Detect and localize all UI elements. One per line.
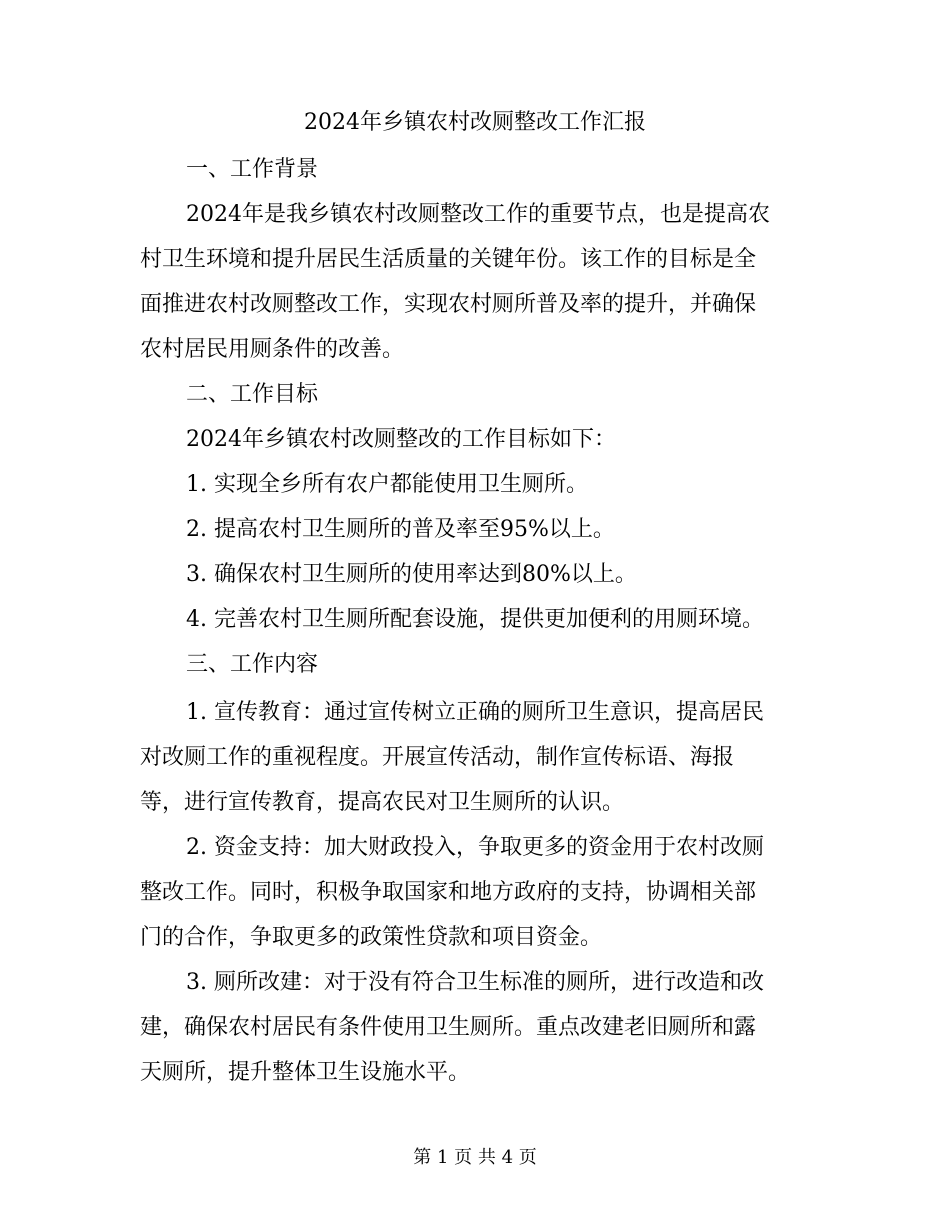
paragraph-line: 村卫生环境和提升居民生活质量的关键年份。该工作的目标是全 <box>140 247 757 272</box>
paragraph-line: 对改厕工作的重视程度。开展宣传活动，制作宣传标语、海报 <box>140 745 735 770</box>
list-item: 2. 提高农村卫生厕所的普及率至95%以上。 <box>186 517 615 542</box>
paragraph-line: 面推进农村改厕整改工作，实现农村厕所普及率的提升，并确保 <box>140 292 757 317</box>
list-item: 4. 完善农村卫生厕所配套设施，提供更加便利的用厕环境。 <box>186 607 764 632</box>
section-heading-background: 一、工作背景 <box>186 157 319 182</box>
section-heading-content: 三、工作内容 <box>186 652 319 677</box>
paragraph-line: 门的合作，争取更多的政策性贷款和项目资金。 <box>140 925 603 950</box>
document-title: 2024年乡镇农村改厕整改工作汇报 <box>304 110 646 135</box>
paragraph-line: 天厕所，提升整体卫生设施水平。 <box>140 1060 471 1085</box>
page-number-footer: 第 1 页 共 4 页 <box>413 1147 537 1168</box>
paragraph-line: 农村居民用厕条件的改善。 <box>140 337 405 362</box>
paragraph-line: 3. 厕所改建：对于没有符合卫生标准的厕所，进行改造和改 <box>186 970 764 995</box>
paragraph-line: 1. 宣传教育：通过宣传树立正确的厕所卫生意识，提高居民 <box>186 700 764 725</box>
paragraph-line: 等，进行宣传教育，提高农民对卫生厕所的认识。 <box>140 790 625 815</box>
paragraph-line: 2024年是我乡镇农村改厕整改工作的重要节点，也是提高农 <box>186 202 770 227</box>
paragraph-line: 整改工作。同时，积极争取国家和地方政府的支持，协调相关部 <box>140 880 757 905</box>
list-item: 1. 实现全乡所有农户都能使用卫生厕所。 <box>186 472 588 497</box>
paragraph-line: 2. 资金支持：加大财政投入，争取更多的资金用于农村改厕 <box>186 835 764 860</box>
paragraph-line: 2024年乡镇农村改厕整改的工作目标如下： <box>186 427 616 452</box>
section-heading-goals: 二、工作目标 <box>186 382 319 407</box>
paragraph-line: 建，确保农村居民有条件使用卫生厕所。重点改建老旧厕所和露 <box>140 1015 757 1040</box>
list-item: 3. 确保农村卫生厕所的使用率达到80%以上。 <box>186 562 637 587</box>
